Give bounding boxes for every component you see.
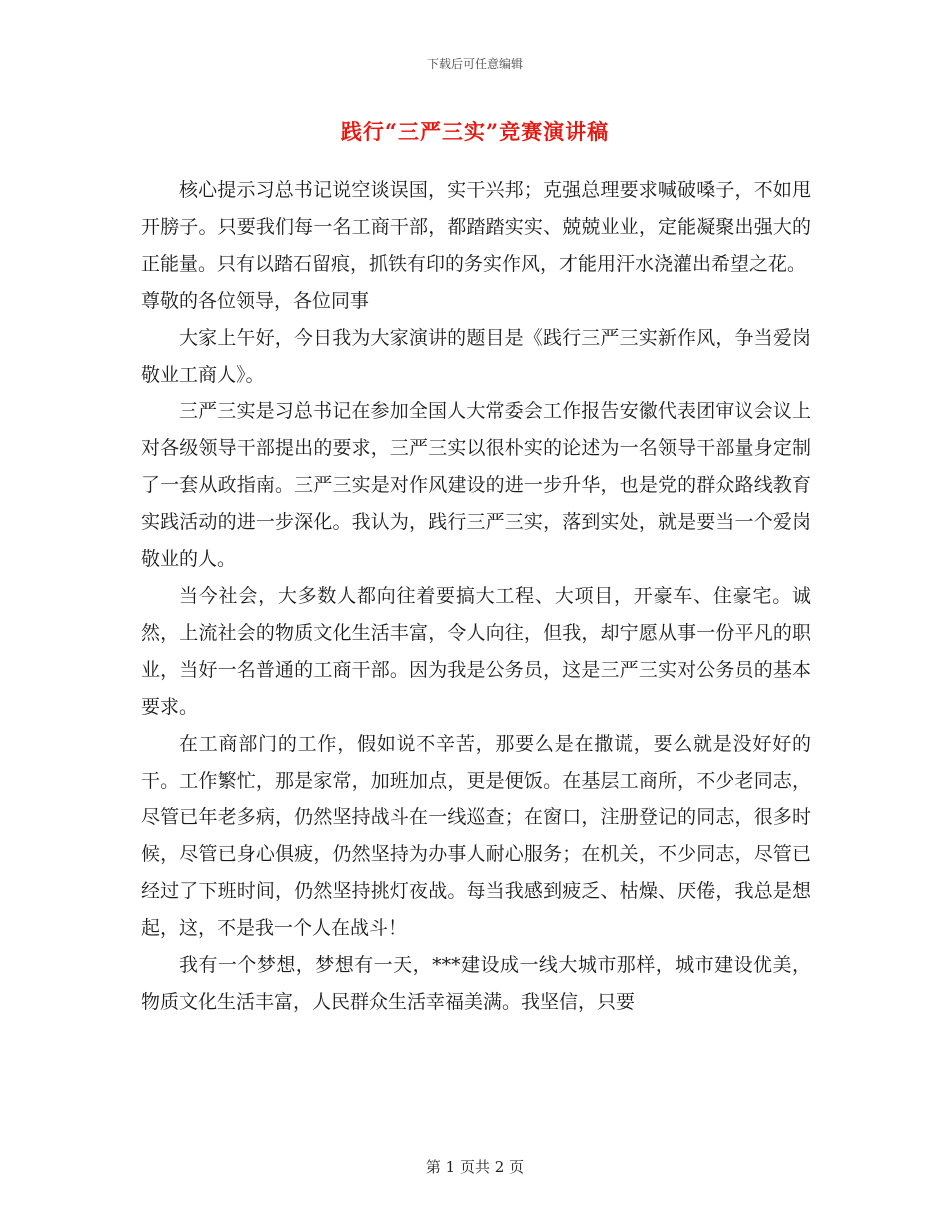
paragraph-summary: 核心提示习总书记说空谈误国，实干兴邦；克强总理要求喊破嗓子，不如甩开膀子。只要我们每一名工商干部，都踏踏实实、兢兢业业，定能凝聚出强大的正能量。只有以踏石留痕，抓铁有印的务实作风，才能用汗水浇灌出希望之花。 [141,179,811,275]
paragraph-body: 三严三实是习总书记在参加全国人大常委会工作报告安徽代表团审议会议上对各级领导干部提出的要求，三严三实以很朴实的论述为一名领导干部量身定制了一套从政指南。三严三实是对作风建设的进一步升华，也是党的群众路线教育实践活动的进一步深化。我认为，践行三严三实，落到实处，就是要当一个爱岗敬业的人。 [141,400,811,571]
paragraph-salutation: 尊敬的各位领导，各位同事 [141,289,370,312]
header-note: 下载后可任意编辑 [426,57,523,71]
paragraph-body: 在工商部门的工作，假如说不辛苦，那要么是在撒谎，要么就是没好好的干。工作繁忙，那是家常，加班加点，更是便饭。在基层工商所，不少老同志，尽管已年老多病，仍然坚持战斗在一线巡查；在窗口，注册登记的同志，很多时候，尽管已身心俱疲，仍然坚持为办事人耐心服务；在机关，不少同志，尽管已经过了下班时间，仍然坚持挑灯夜战。每当我感到疲乏、枯燥、厌倦，我总是想起，这，不是我一个人在战斗！ [141,732,811,940]
page-number: 第 1 页共 2 页 [425,1158,525,1176]
paragraph-body: 我有一个梦想，梦想有一天，***建设成一线大城市那样，城市建设优美，物质文化生活丰富，人民群众生活幸福美满。我坚信，只要 [141,954,811,1013]
paragraph-greeting: 大家上午好，今日我为大家演讲的题目是《践行三严三实新作风，争当爱岗敬业工商人》。 [141,326,811,386]
paragraph-body: 当今社会，大多数人都向往着要搞大工程、大项目，开豪车、住豪宅。诚然，上流社会的物质文化生活丰富，令人向往，但我，却宁愿从事一份平凡的职业，当好一名普通的工商干部。因为我是公务员，这是三严三实对公务员的基本要求。 [141,584,811,718]
document-body [141,172,811,1021]
document-title: 践行“三严三实”竞赛演讲稿 [340,119,610,144]
